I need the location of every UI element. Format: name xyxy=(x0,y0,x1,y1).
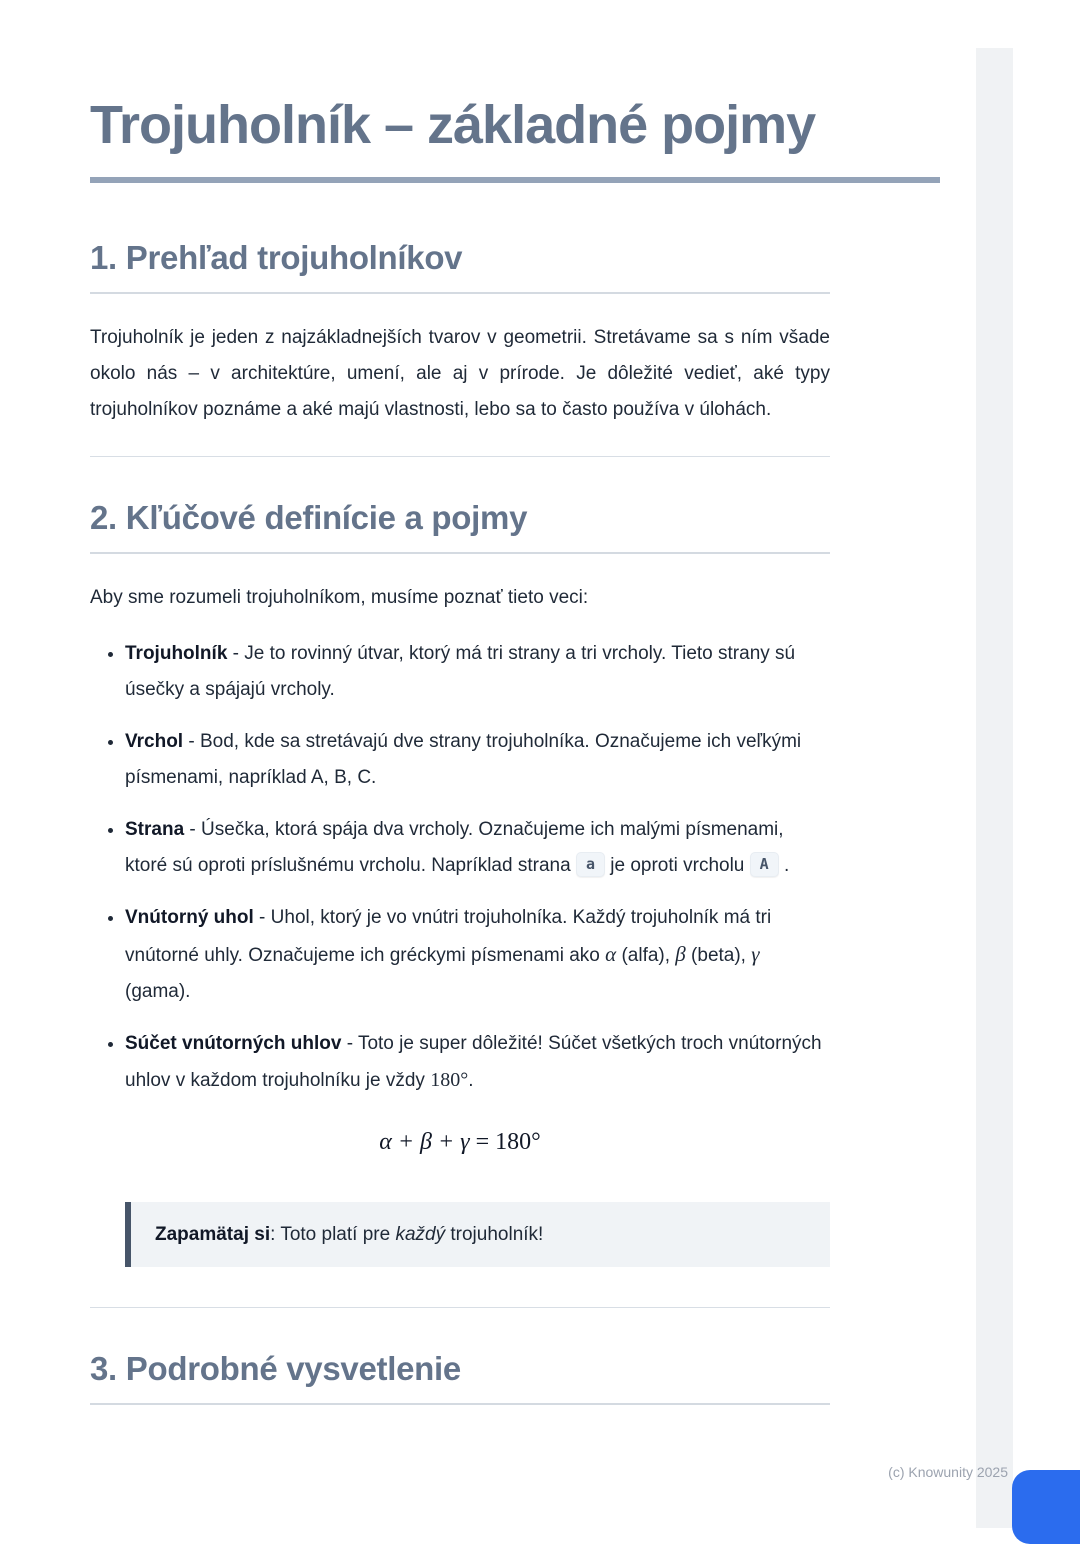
list-item-sucet-uhlov xyxy=(125,1026,830,1099)
heading-rule xyxy=(90,1403,830,1405)
definitions-list xyxy=(90,636,830,1099)
callout-note xyxy=(125,1202,830,1267)
definition-text: (gama). xyxy=(125,981,191,1003)
definition-text: . xyxy=(468,1070,474,1092)
section-2-heading: 2. Kľúčové definície a pojmy xyxy=(90,499,528,537)
term-label: Trojuholník xyxy=(125,643,228,665)
heading-rule xyxy=(90,552,830,554)
page-title: Trojuholník – základné pojmy xyxy=(90,95,816,155)
definition-text: - Toto je super dôležité! Súčet všetkých troch vnútorných uhlov v každom trojuholníku je vždy xyxy=(125,1033,822,1092)
definition-text: - Bod, kde sa stretávajú dve strany trojuholníka. Označujeme ich veľkými písmenami, napríklad A, B, C. xyxy=(125,731,802,789)
floating-action-button[interactable] xyxy=(1012,1470,1080,1544)
math-180-degrees: 180° xyxy=(430,1069,469,1092)
scrollbar-track[interactable] xyxy=(976,48,1013,1528)
greek-gamma: γ xyxy=(751,942,760,967)
formula-lhs: α + β + γ xyxy=(379,1129,470,1156)
section-divider xyxy=(90,1307,830,1308)
definition-text: - Je to rovinný útvar, ktorý má tri strany a tri vrcholy. Tieto strany sú úsečky a spájajú vrcholy. xyxy=(125,643,796,701)
formula-angle-sum xyxy=(90,1129,830,1156)
section-divider xyxy=(90,456,830,457)
inline-code-A: A xyxy=(750,852,779,877)
term-label: Súčet vnútorných uhlov xyxy=(125,1033,342,1055)
callout-label: Zapamätaj si xyxy=(155,1224,271,1246)
title-rule xyxy=(90,177,940,183)
callout-emphasis: každý xyxy=(395,1224,446,1246)
definitions-intro: Aby sme rozumeli trojuholníkom, musíme poznať tieto veci: xyxy=(90,587,589,609)
section-definitions xyxy=(90,499,830,1267)
heading-rule xyxy=(90,292,830,294)
definition-text: - Úsečka, ktorá spája dva vrcholy. Označujeme ich malými písmenami, ktoré sú oproti príslušnému vrcholu. Napríklad strana xyxy=(125,819,784,877)
list-item-vrchol xyxy=(125,724,830,796)
callout-text: trojuholník! xyxy=(445,1224,544,1246)
definition-text: je oproti vrcholu xyxy=(604,855,750,877)
section-explanation xyxy=(90,1350,830,1405)
term-label: Strana xyxy=(125,819,185,841)
section-1-heading: 1. Prehľad trojuholníkov xyxy=(90,239,463,277)
section-overview xyxy=(90,239,830,428)
definition-text: (alfa), xyxy=(616,945,676,967)
term-label: Vnútorný uhol xyxy=(125,907,254,929)
definition-text: - Uhol, ktorý je vo vnútri trojuholníka. Každý trojuholník má tri vnútorné uhly. Označujeme ich gréckymi písmenami ako xyxy=(125,907,772,967)
formula-rhs: = 180° xyxy=(469,1129,541,1156)
greek-beta: β xyxy=(675,942,686,967)
definition-text: . xyxy=(778,855,790,877)
document-page xyxy=(90,0,830,1405)
greek-alpha: α xyxy=(605,942,617,967)
list-item-vnutorny-uhol xyxy=(125,900,830,1010)
overview-paragraph: Trojuholník je jeden z najzákladnejších tvarov v geometrii. Stretávame sa s ním všade okolo nás – v architektúre, umení, ale aj v prírode. Je dôležité vedieť, aké typy trojuholníkov poznáme a aké majú vlastnosti, lebo sa to často používa v úlohách. xyxy=(90,327,830,421)
section-3-heading: 3. Podrobné vysvetlenie xyxy=(90,1350,461,1388)
callout-text: : Toto platí pre xyxy=(270,1224,396,1246)
definition-text: (beta), xyxy=(685,945,752,967)
inline-code-a: a xyxy=(576,852,605,877)
list-item-trojuholnik xyxy=(125,636,830,708)
list-item-strana xyxy=(125,812,830,884)
term-label: Vrchol xyxy=(125,731,184,753)
copyright-footer: (c) Knowunity 2025 xyxy=(888,1464,1008,1480)
